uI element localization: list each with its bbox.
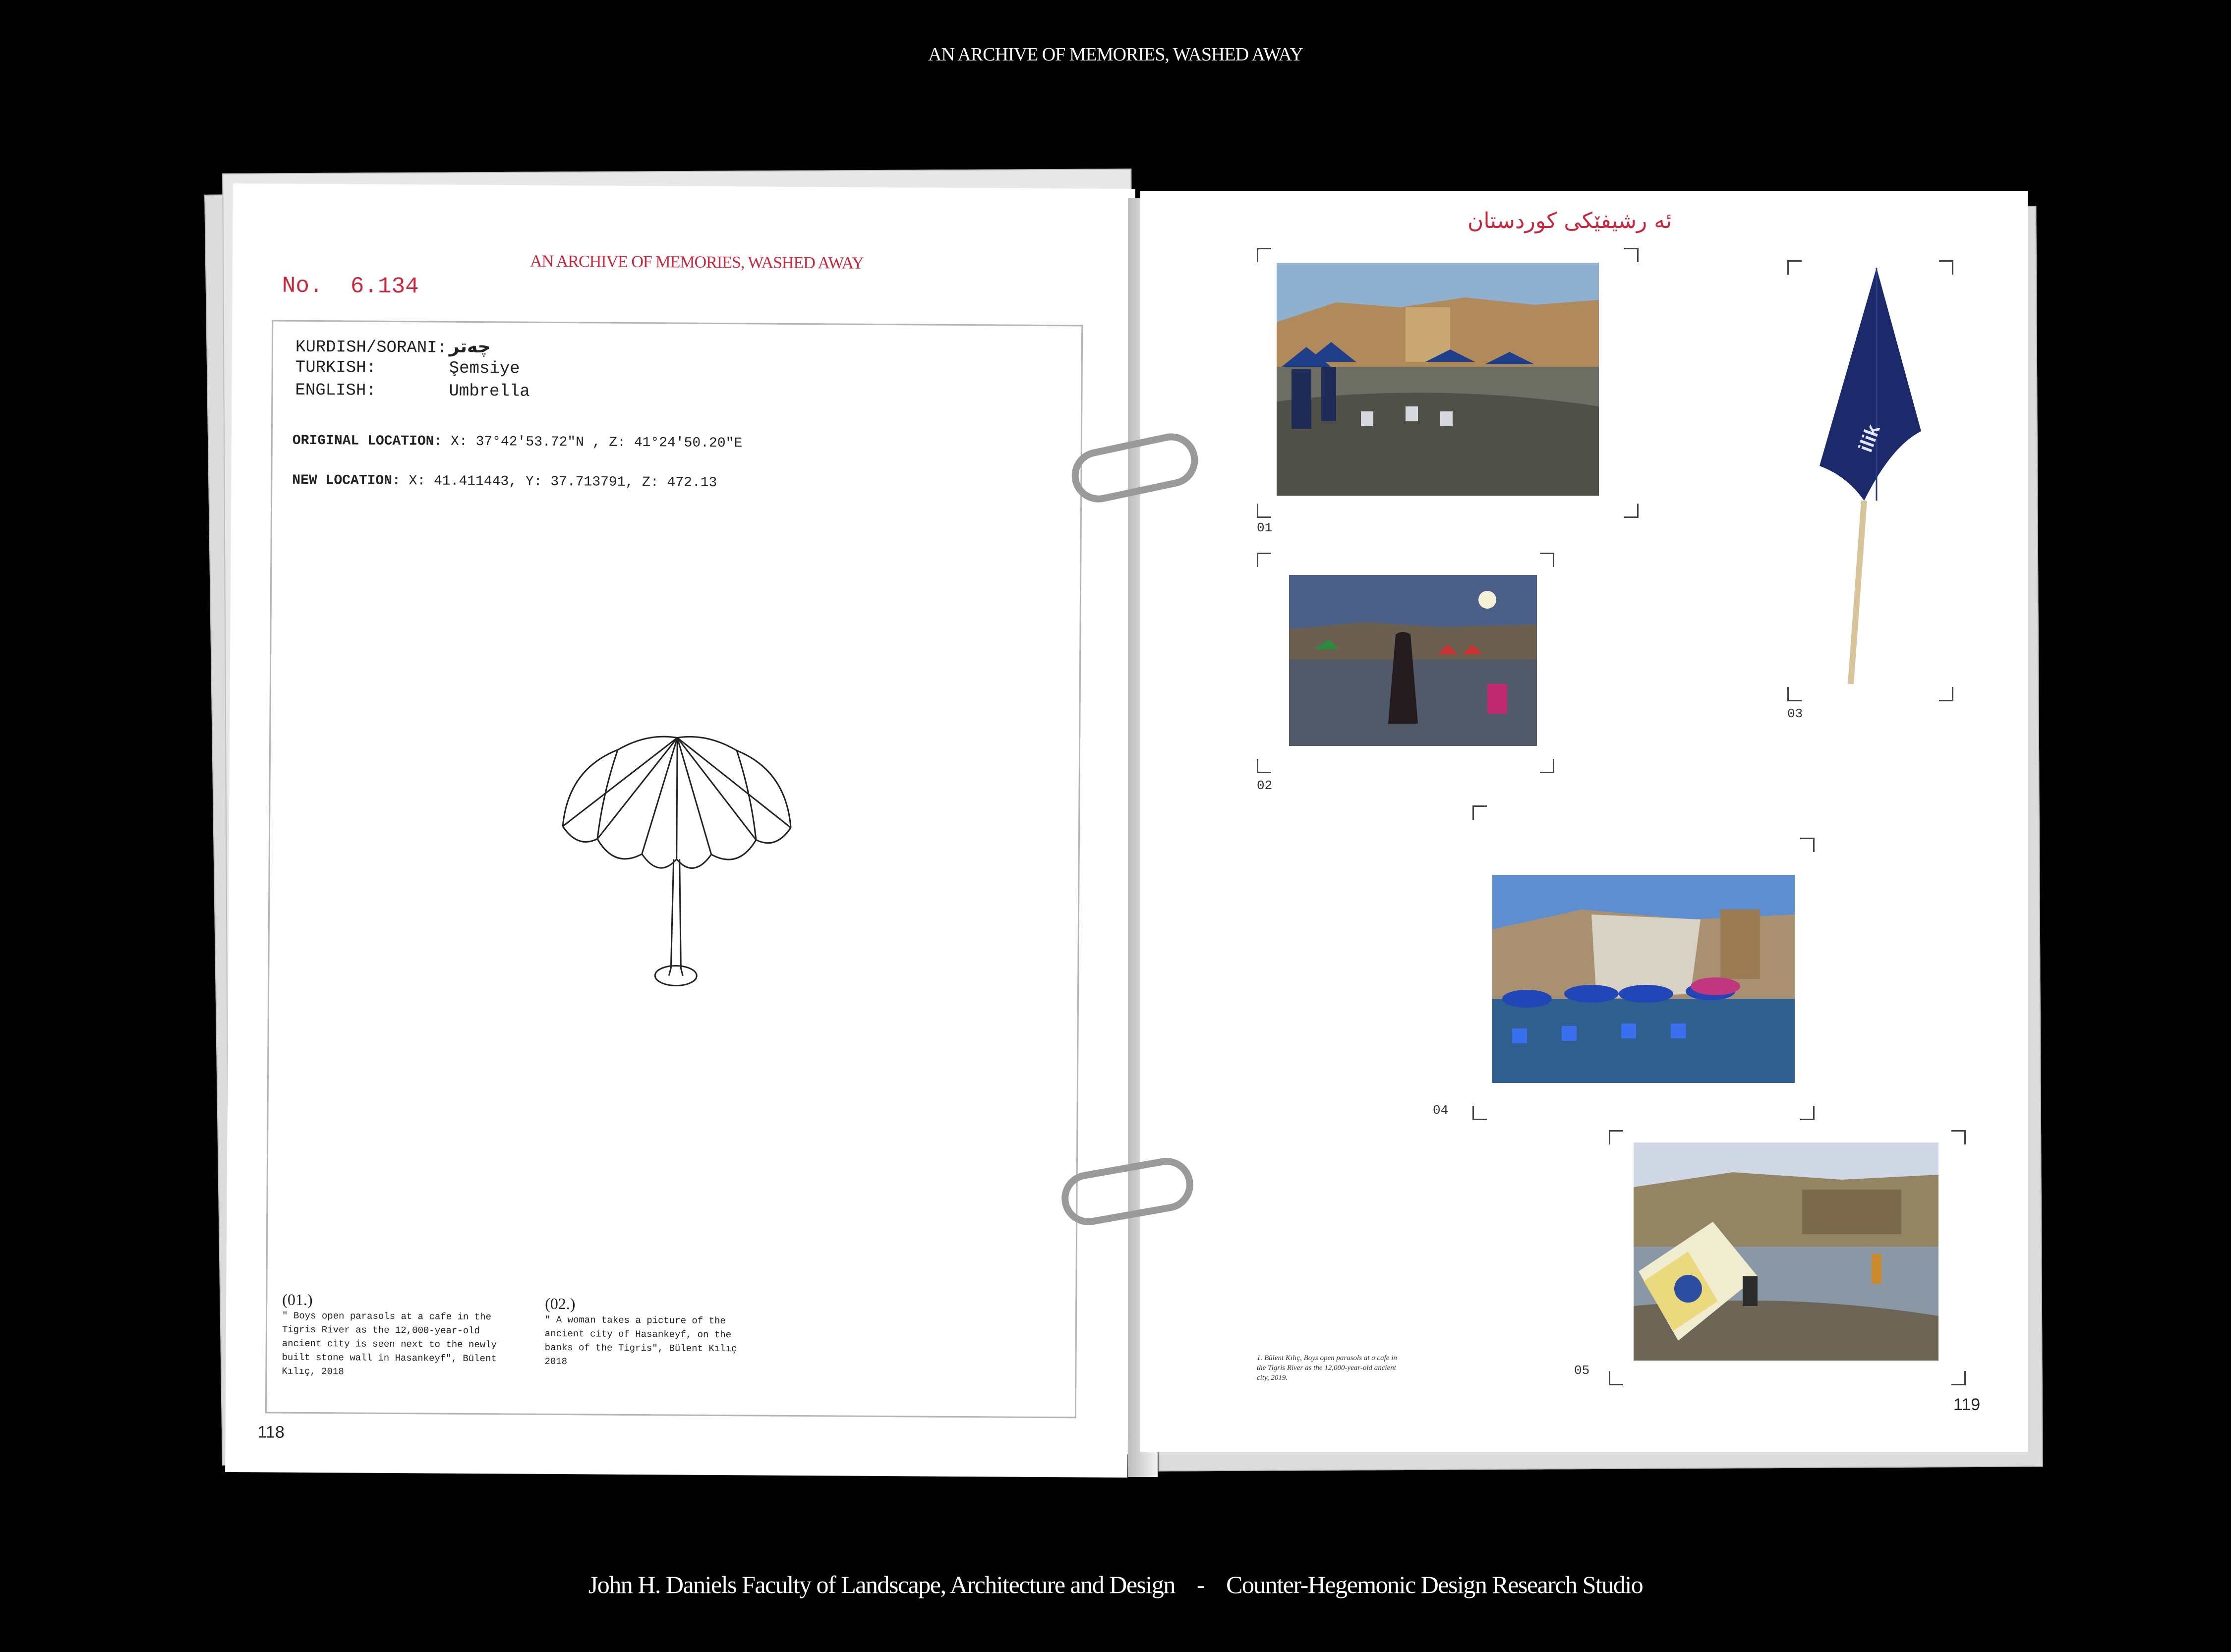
crop-mark: [1609, 1130, 1623, 1144]
crop-mark: [1540, 759, 1554, 773]
crop-mark: [1951, 1371, 1966, 1385]
caption-01: [282, 1291, 500, 1380]
catalog-number: [282, 273, 419, 300]
spread-footer: [0, 1570, 2231, 1599]
crop-mark: [1257, 553, 1271, 567]
name-row-turkish: [295, 358, 530, 383]
name-lang: ENGLISH:: [295, 381, 376, 400]
spread-header-title: AN ARCHIVE OF MEMORIES, WASHED AWAY: [928, 44, 1303, 65]
name-row-kurdish: [295, 336, 530, 360]
photo-label: 04: [1433, 1103, 1449, 1118]
crop-mark: [1257, 248, 1271, 262]
name-word: Şemsiye: [449, 359, 520, 379]
original-location: [293, 433, 743, 452]
photo-frame-02: [1257, 553, 1554, 793]
original-location-value: X: 37°42'53.72"N , Z: 41°24'50.20"E: [450, 434, 743, 452]
footer-faculty: John H. Daniels Faculty of Landscape, Architecture and Design: [588, 1571, 1175, 1598]
catalog-number-value: 6.134: [350, 273, 419, 300]
photo-wrecked-sign-icon: [1634, 1142, 1938, 1361]
catalog-number-label: No.: [282, 273, 323, 299]
caption-number: (01.): [282, 1290, 313, 1309]
crop-mark: [1624, 248, 1639, 262]
photo-label: 03: [1787, 706, 1803, 721]
photo-label: 02: [1257, 778, 1273, 793]
caption-02: [544, 1295, 763, 1370]
crop-mark: [1540, 553, 1554, 567]
new-location: [292, 473, 717, 491]
photo-parasols-ruins-icon: [1492, 875, 1795, 1083]
crop-mark: [1800, 838, 1815, 852]
crop-mark: [1257, 504, 1271, 518]
catalog-card: [265, 320, 1083, 1418]
crop-mark: [1609, 1371, 1623, 1385]
name-row-english: [295, 381, 530, 405]
photo-frame-03: [1787, 260, 1953, 721]
crop-mark: [1472, 805, 1487, 820]
crop-mark: [1939, 687, 1953, 701]
photo-evening-woman-icon: [1289, 575, 1537, 746]
crop-mark: [1939, 260, 1953, 275]
name-word: چەتر: [449, 336, 491, 357]
umbrella-drawing-icon: [557, 725, 796, 1004]
footer-separator: -: [1196, 1571, 1205, 1598]
svg-text:ilik: ilik: [1854, 421, 1885, 456]
crop-mark: [1787, 260, 1802, 275]
photo-credit: 1. Bülent Kılıç, Boys open parasols at a cafe in the Tigris River as the 12,000-year-old ancient city, 2019.: [1257, 1354, 1397, 1382]
right-page: [1140, 191, 2028, 1452]
footer-studio: Counter-Hegemonic Design Research Studio: [1226, 1571, 1643, 1598]
crop-mark: [1257, 759, 1271, 773]
caption-number: (02.): [545, 1294, 576, 1313]
crop-mark: [1787, 687, 1802, 701]
photo-label: 01: [1257, 520, 1273, 535]
photo-frame-04: [1433, 805, 1815, 1120]
name-table: [295, 336, 530, 405]
new-location-label: NEW LOCATION:: [292, 472, 401, 489]
new-location-value: X: 41.411443, Y: 37.713791, Z: 472.13: [409, 473, 717, 491]
photo-frame-05: [1574, 1130, 1966, 1385]
crop-mark: [1800, 1106, 1815, 1120]
crop-mark: [1624, 504, 1639, 518]
caption-text: " Boys open parasols at a cafe in the Tigris River as the 12,000-year-old ancient city is seen next to the newly built stone wall in Hasankeyf", Bülent Kılıç, 2018: [282, 1310, 497, 1377]
name-lang: KURDISH/SORANI:: [295, 338, 448, 358]
photo-cafe-river-icon: [1277, 263, 1599, 496]
right-page-title: ئە رشیفێکی کوردستان: [1468, 208, 1672, 233]
crop-mark: [1472, 1106, 1487, 1120]
name-word: Umbrella: [449, 382, 530, 401]
caption-text: " A woman takes a picture of the ancient city of Hasankeyf, on the banks of the Tigris", Bülent Kılıç 2018: [544, 1314, 737, 1367]
right-page-number: 119: [1953, 1395, 1981, 1414]
left-page: [225, 183, 1135, 1478]
left-page-number: 118: [257, 1423, 285, 1442]
photo-label: 05: [1574, 1363, 1590, 1378]
photo-frame-01: [1257, 248, 1639, 535]
original-location-label: ORIGINAL LOCATION:: [292, 433, 443, 450]
name-lang: TURKISH:: [295, 358, 377, 378]
crop-mark: [1951, 1130, 1966, 1144]
left-page-title: AN ARCHIVE OF MEMORIES, WASHED AWAY: [529, 252, 864, 273]
photo-blue-parasol-icon: [1817, 268, 1926, 694]
